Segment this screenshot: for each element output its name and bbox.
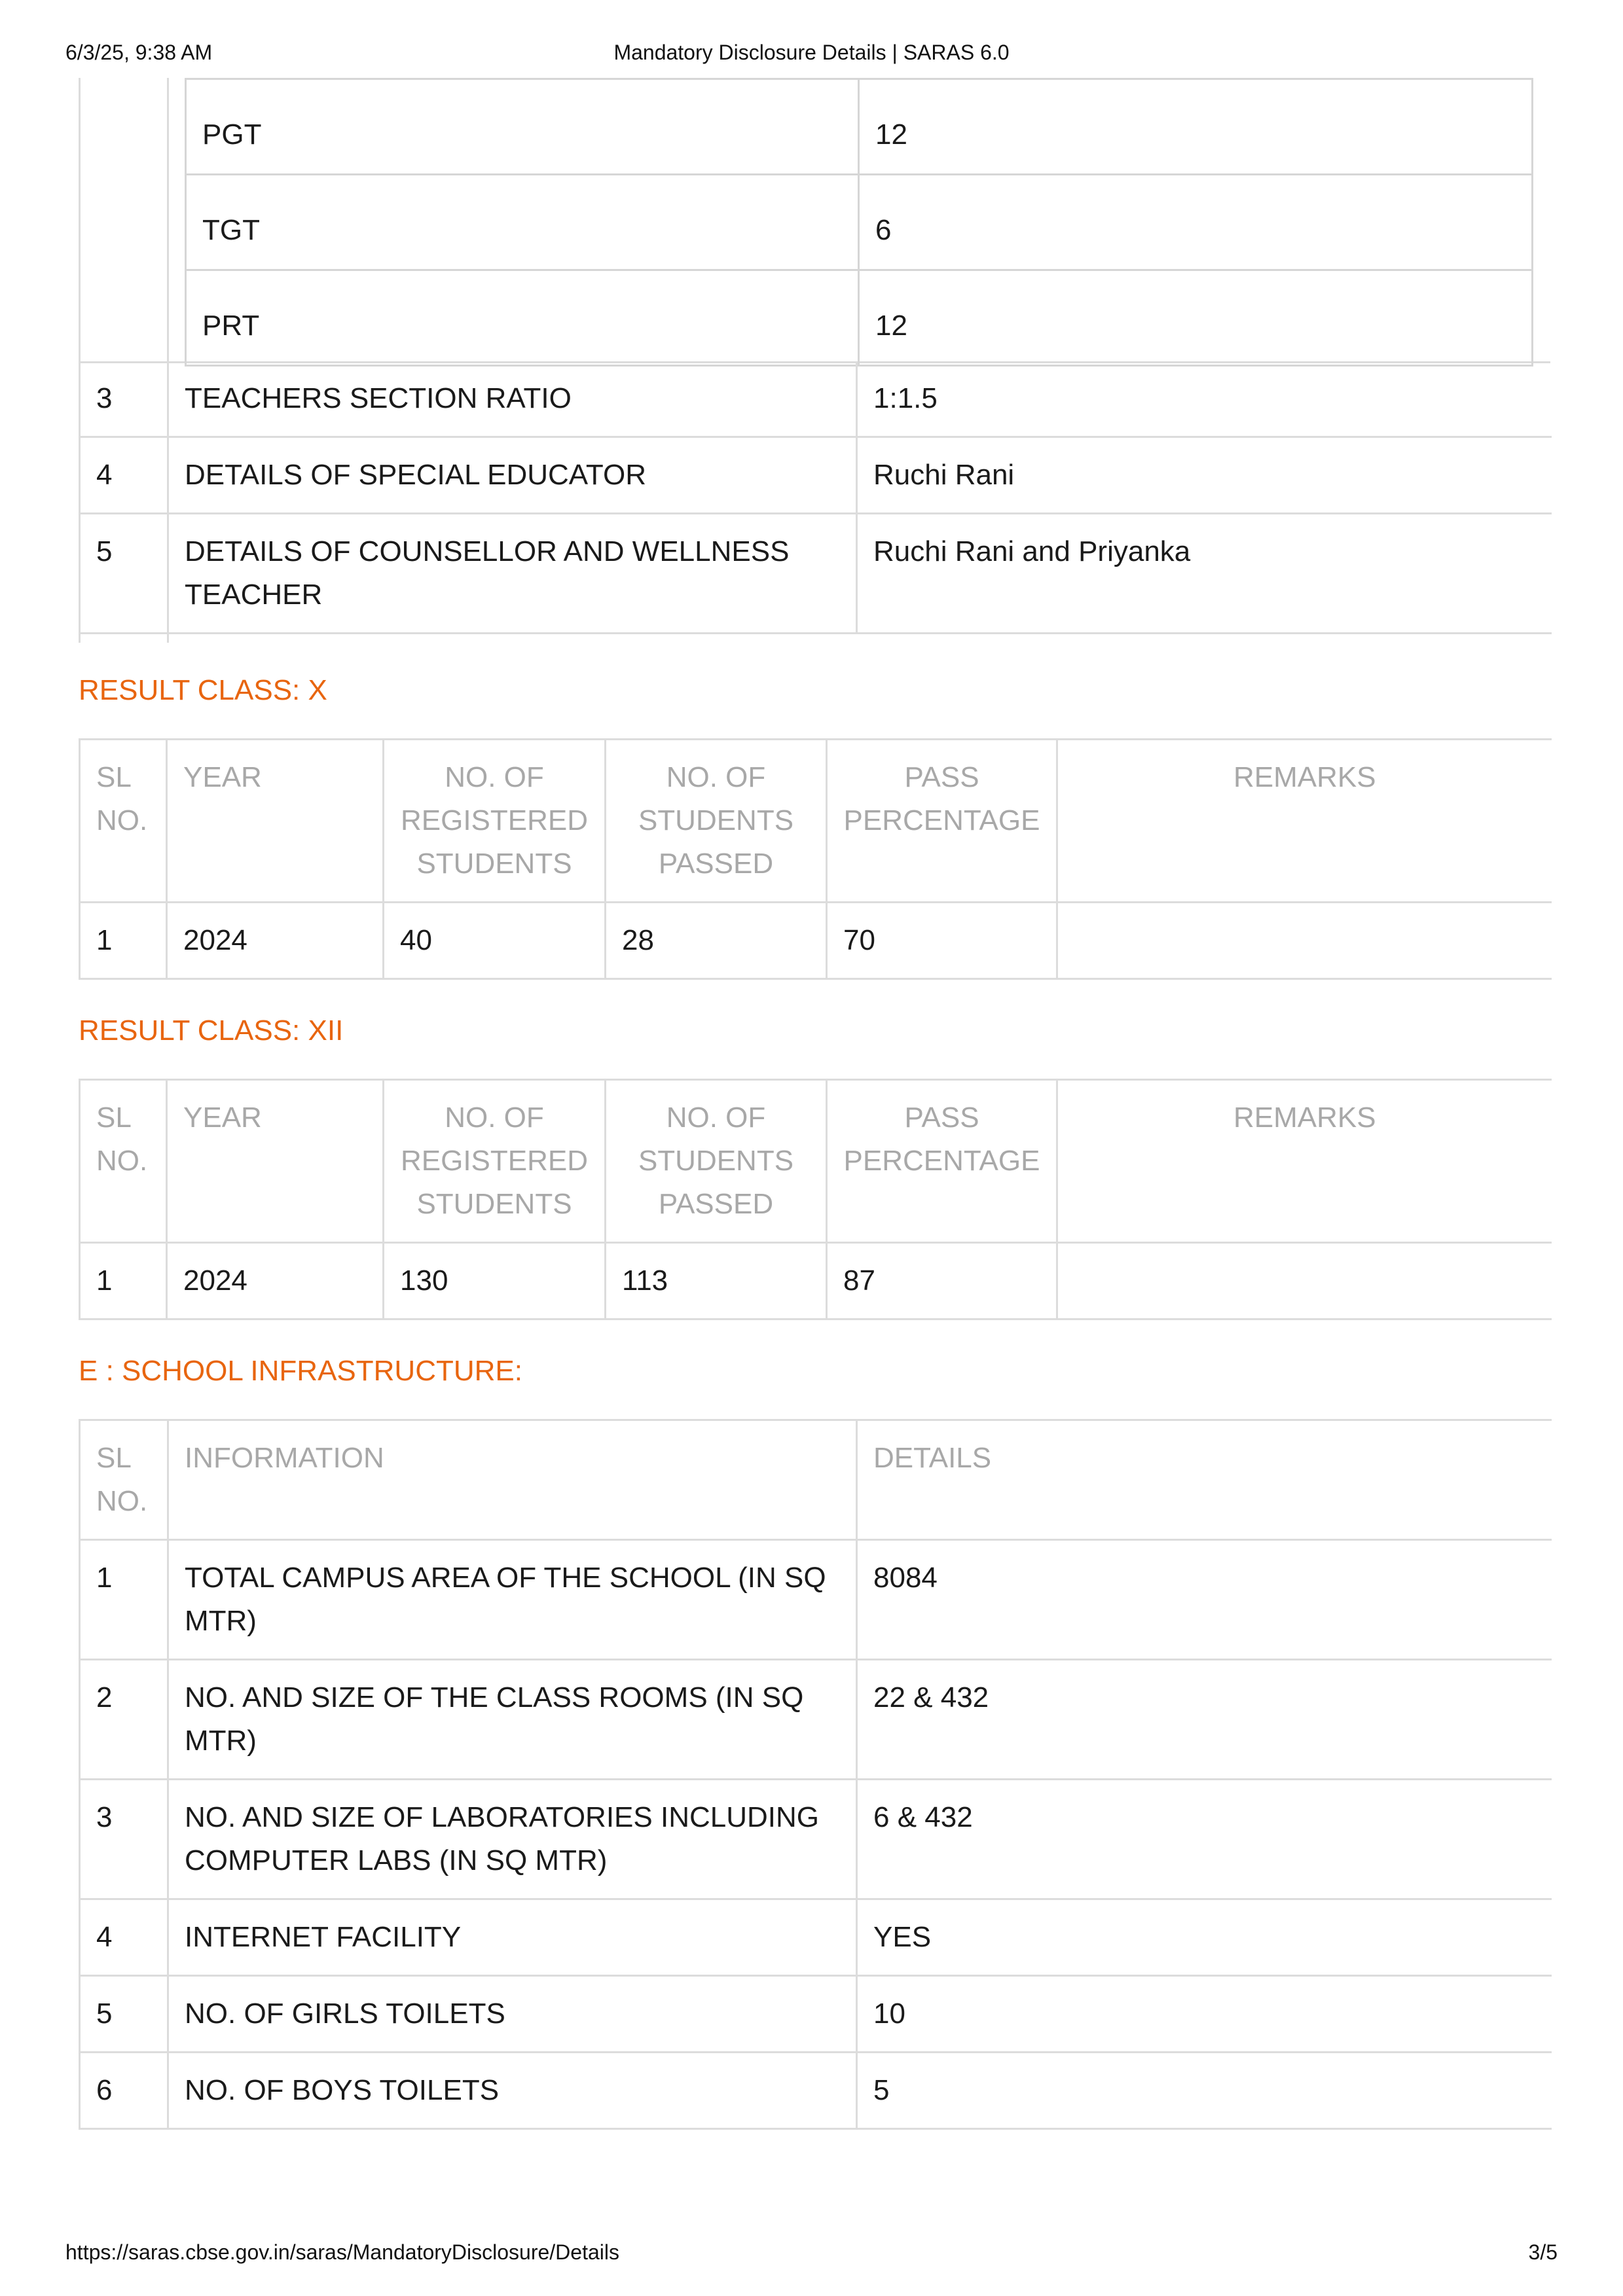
staff-rows-table — [79, 361, 1552, 634]
header-pass-percentage: PASS PERCENTAGE — [827, 740, 1057, 903]
sl-cell: 1 — [80, 1540, 168, 1660]
info-cell: TEACHERS SECTION RATIO — [168, 361, 857, 437]
page-title: Mandatory Disclosure Details | SARAS 6.0 — [613, 41, 1010, 64]
remarks-cell — [1057, 903, 1552, 979]
header-registered: NO. OF REGISTERED STUDENTS — [384, 1080, 606, 1243]
school-infrastructure-heading: E : SCHOOL INFRASTRUCTURE: — [79, 1355, 522, 1387]
print-datetime: 6/3/25, 9:38 AM — [65, 41, 213, 64]
sl-cell: 5 — [80, 1976, 168, 2053]
header-year: YEAR — [167, 740, 384, 903]
info-cell: NO. AND SIZE OF THE CLASS ROOMS (IN SQ MTR) — [168, 1660, 857, 1780]
table-row — [80, 1540, 1552, 1660]
header-registered: NO. OF REGISTERED STUDENTS — [384, 740, 606, 903]
info-cell: NO. OF GIRLS TOILETS — [168, 1976, 857, 2053]
sl-cell: 4 — [80, 1899, 168, 1976]
table-header-row — [80, 1080, 1552, 1243]
registered-cell: 40 — [384, 903, 606, 979]
header-pass-percentage: PASS PERCENTAGE — [827, 1080, 1057, 1243]
pass-percentage-cell: 87 — [827, 1243, 1057, 1319]
header-details: DETAILS — [857, 1420, 1552, 1540]
sl-cell: 1 — [80, 1243, 167, 1319]
teacher-count-cell: 6 — [859, 175, 1533, 270]
details-cell: 10 — [857, 1976, 1552, 2053]
info-cell: INTERNET FACILITY — [168, 1899, 857, 1976]
table-row — [80, 1660, 1552, 1780]
table-row — [80, 361, 1552, 437]
details-cell: 22 & 432 — [857, 1660, 1552, 1780]
pass-percentage-cell: 70 — [827, 903, 1057, 979]
result-class-xii-heading: RESULT CLASS: XII — [79, 1014, 344, 1047]
teacher-count-cell: 12 — [859, 270, 1533, 366]
table-row — [186, 270, 1533, 366]
sl-cell: 3 — [80, 1780, 168, 1899]
table-row — [80, 1243, 1552, 1319]
teacher-count-cell: 12 — [859, 79, 1533, 175]
table-row — [80, 1899, 1552, 1976]
teacher-count-table — [185, 78, 1533, 367]
header-information: INFORMATION — [168, 1420, 857, 1540]
sl-cell: 1 — [80, 903, 167, 979]
result-class-xii-table — [79, 1079, 1552, 1320]
sl-cell: 4 — [80, 437, 168, 514]
details-cell: 5 — [857, 2053, 1552, 2129]
info-cell: NO. OF BOYS TOILETS — [168, 2053, 857, 2129]
sl-cell: 5 — [80, 514, 168, 634]
details-cell: Ruchi Rani and Priyanka — [857, 514, 1552, 634]
page-number: 3/5 — [1528, 2240, 1558, 2264]
details-cell: YES — [857, 1899, 1552, 1976]
year-cell: 2024 — [167, 903, 384, 979]
table-row — [80, 437, 1552, 514]
table-row — [80, 1780, 1552, 1899]
table-row — [80, 514, 1552, 634]
details-cell: 6 & 432 — [857, 1780, 1552, 1899]
header-remarks: REMARKS — [1057, 1080, 1552, 1243]
table-row — [80, 2053, 1552, 2129]
details-cell: 1:1.5 — [857, 361, 1552, 437]
passed-cell: 28 — [606, 903, 827, 979]
table-row — [80, 903, 1552, 979]
details-cell: 8084 — [857, 1540, 1552, 1660]
table-header-row — [80, 1420, 1552, 1540]
info-cell: DETAILS OF COUNSELLOR AND WELLNESS TEACHER — [168, 514, 857, 634]
table-row — [186, 175, 1533, 270]
header-remarks: REMARKS — [1057, 740, 1552, 903]
sl-cell: 3 — [80, 361, 168, 437]
remarks-cell — [1057, 1243, 1552, 1319]
passed-cell: 113 — [606, 1243, 827, 1319]
result-class-x-table — [79, 738, 1552, 980]
year-cell: 2024 — [167, 1243, 384, 1319]
header-passed: NO. OF STUDENTS PASSED — [606, 740, 827, 903]
page-url: https://saras.cbse.gov.in/saras/MandatoryDisclosure/Details — [65, 2240, 619, 2264]
info-cell: TOTAL CAMPUS AREA OF THE SCHOOL (IN SQ MTR) — [168, 1540, 857, 1660]
table-header-row — [80, 740, 1552, 903]
teacher-type-cell: PGT — [186, 79, 859, 175]
header-year: YEAR — [167, 1080, 384, 1243]
details-cell: Ruchi Rani — [857, 437, 1552, 514]
table-row — [186, 79, 1533, 175]
sl-cell: 6 — [80, 2053, 168, 2129]
header-sl-no: SL NO. — [80, 1420, 168, 1540]
header-passed: NO. OF STUDENTS PASSED — [606, 1080, 827, 1243]
info-cell: DETAILS OF SPECIAL EDUCATOR — [168, 437, 857, 514]
result-class-x-heading: RESULT CLASS: X — [79, 674, 327, 706]
info-cell: NO. AND SIZE OF LABORATORIES INCLUDING COMPUTER LABS (IN SQ MTR) — [168, 1780, 857, 1899]
teacher-type-cell: TGT — [186, 175, 859, 270]
table-row — [80, 1976, 1552, 2053]
header-sl-no: SL NO. — [80, 740, 167, 903]
header-sl-no: SL NO. — [80, 1080, 167, 1243]
teacher-type-cell: PRT — [186, 270, 859, 366]
school-infrastructure-table — [79, 1419, 1552, 2130]
sl-cell: 2 — [80, 1660, 168, 1780]
registered-cell: 130 — [384, 1243, 606, 1319]
